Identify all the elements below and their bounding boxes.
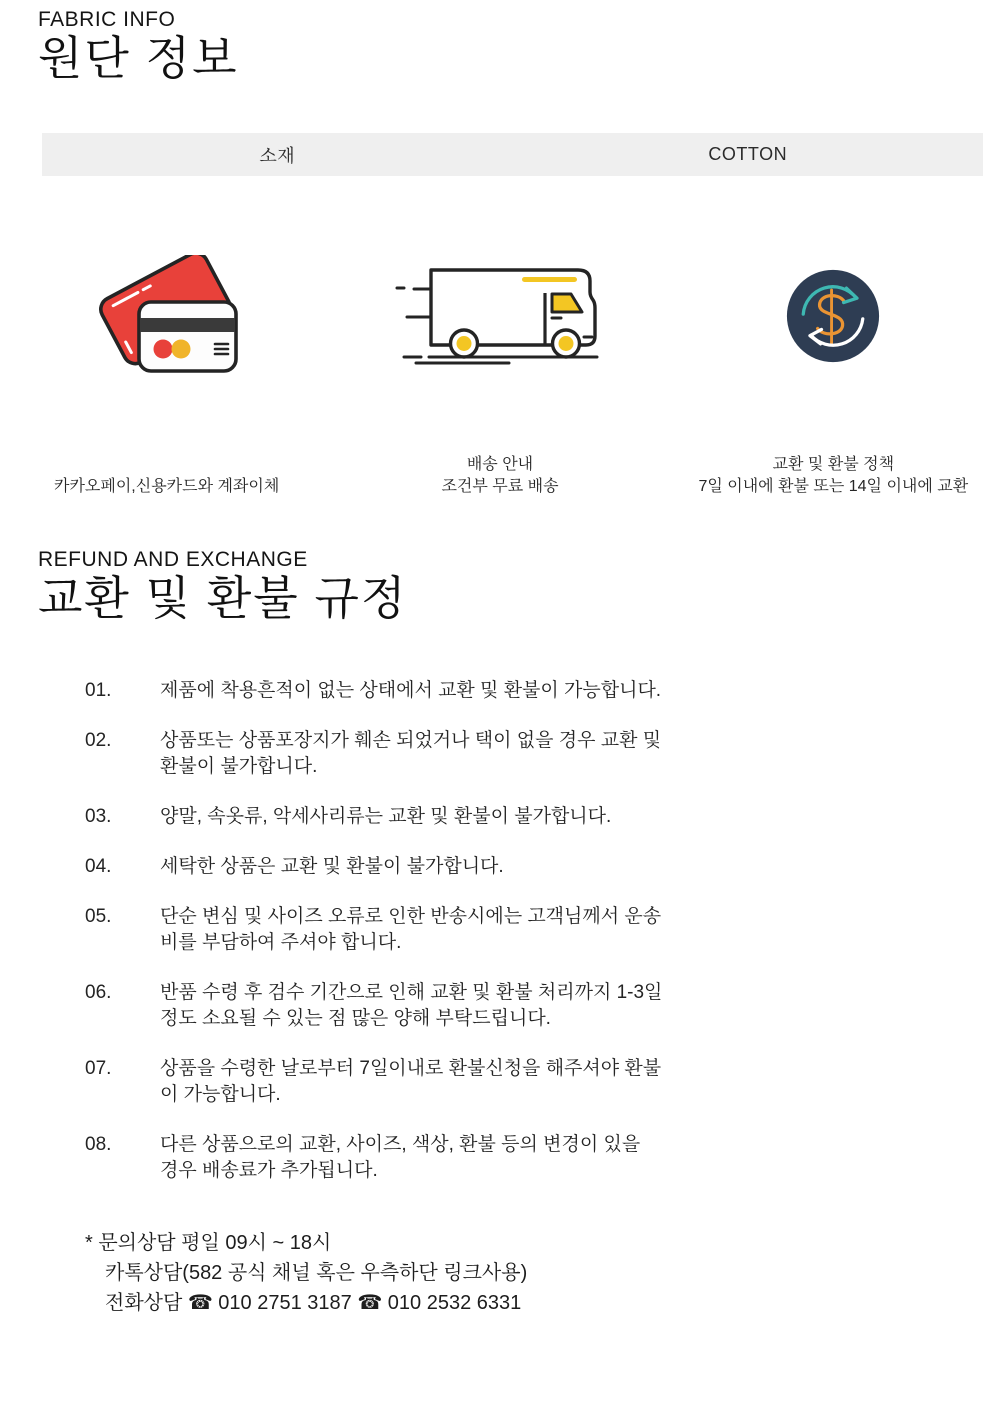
refund-feature <box>667 256 1000 498</box>
delivery-truck-icon <box>394 256 606 376</box>
rule-text: 양말, 속옷류, 악세사리류는 교환 및 환불이 불가합니다. <box>160 806 612 827</box>
caption-line: 카카오페이,신용카드와 계좌이체 <box>54 478 280 495</box>
spec-label: 소재 <box>259 145 296 166</box>
spec-value: COTTON <box>708 144 788 164</box>
rule-item <box>85 728 962 780</box>
refund-caption <box>698 454 968 498</box>
rule-number: 02. <box>85 730 112 751</box>
rule-text: 제품에 착용흔적이 없는 상태에서 교환 및 환불이 가능합니다. <box>160 680 662 701</box>
caption-line: 배송 안내 <box>466 456 534 473</box>
contact-phone: 전화상담 ☎ 010 2751 3187 ☎ 010 2532 6331 <box>105 1292 522 1314</box>
caption-line: 7일 이내에 환불 또는 14일 이내에 교환 <box>698 478 969 495</box>
rule-item <box>85 1056 962 1108</box>
rule-number: 01. <box>85 680 112 701</box>
rule-item <box>85 980 962 1032</box>
rule-number: 05. <box>85 906 112 927</box>
rule-text: 단순 변심 및 사이즈 오류로 인한 반송시에는 고객님께서 운송 비를 부담하여 주셔야 합니다. <box>160 906 662 953</box>
rule-text: 상품을 수령한 날로부터 7일이내로 환불신청을 해주셔야 환불 이 가능합니다. <box>160 1058 662 1105</box>
rule-text: 세탁한 상품은 교환 및 환불이 불가합니다. <box>160 856 504 877</box>
shipping-caption <box>441 454 558 498</box>
rule-number: 04. <box>85 856 112 877</box>
payment-caption <box>54 454 279 498</box>
caption-line: 교환 및 환불 정책 <box>772 456 895 473</box>
refund-rules-list <box>38 678 962 1184</box>
refund-exchange-section <box>0 548 1000 1318</box>
shipping-feature <box>333 256 666 498</box>
contact-hours: * 문의상담 평일 09시 ~ 18시 <box>85 1232 332 1254</box>
payment-feature <box>0 256 333 498</box>
refund-section-title: 교환 및 환불 규정 <box>38 572 408 624</box>
rule-text: 다른 상품으로의 교환, 사이즈, 색상, 환불 등의 변경이 있을 경우 배송료가 추가됩니다. <box>160 1134 641 1181</box>
rule-text: 상품또는 상품포장지가 훼손 되었거나 택이 없을 경우 교환 및 환불이 불가합니다. <box>160 730 662 777</box>
rule-number: 08. <box>85 1134 112 1155</box>
rule-item <box>85 854 962 880</box>
caption-line: 조건부 무료 배송 <box>441 478 559 495</box>
fabric-info-section <box>0 8 1000 498</box>
fabric-info-eyebrow: FABRIC INFO <box>38 8 176 31</box>
rule-number: 07. <box>85 1058 112 1079</box>
rule-item <box>85 1132 962 1184</box>
refund-section-eyebrow: REFUND AND EXCHANGE <box>38 548 308 571</box>
refund-cycle-icon <box>785 256 881 376</box>
fabric-spec-bar <box>42 133 983 176</box>
contact-info <box>85 1228 962 1318</box>
rule-item <box>85 678 962 704</box>
contact-kakao: 카톡상담(582 공식 채널 혹은 우측하단 링크사용) <box>105 1262 528 1284</box>
rule-item <box>85 804 962 830</box>
credit-card-icon <box>94 256 240 376</box>
fabric-info-title: 원단 정보 <box>38 32 239 84</box>
rule-number: 06. <box>85 982 112 1003</box>
rule-item <box>85 904 962 956</box>
feature-row <box>0 256 1000 498</box>
rule-text: 반품 수령 후 검수 기간으로 인해 교환 및 환불 처리까지 1-3일 정도 소요될 수 있는 점 많은 양해 부탁드립니다. <box>160 982 663 1029</box>
rule-number: 03. <box>85 806 112 827</box>
